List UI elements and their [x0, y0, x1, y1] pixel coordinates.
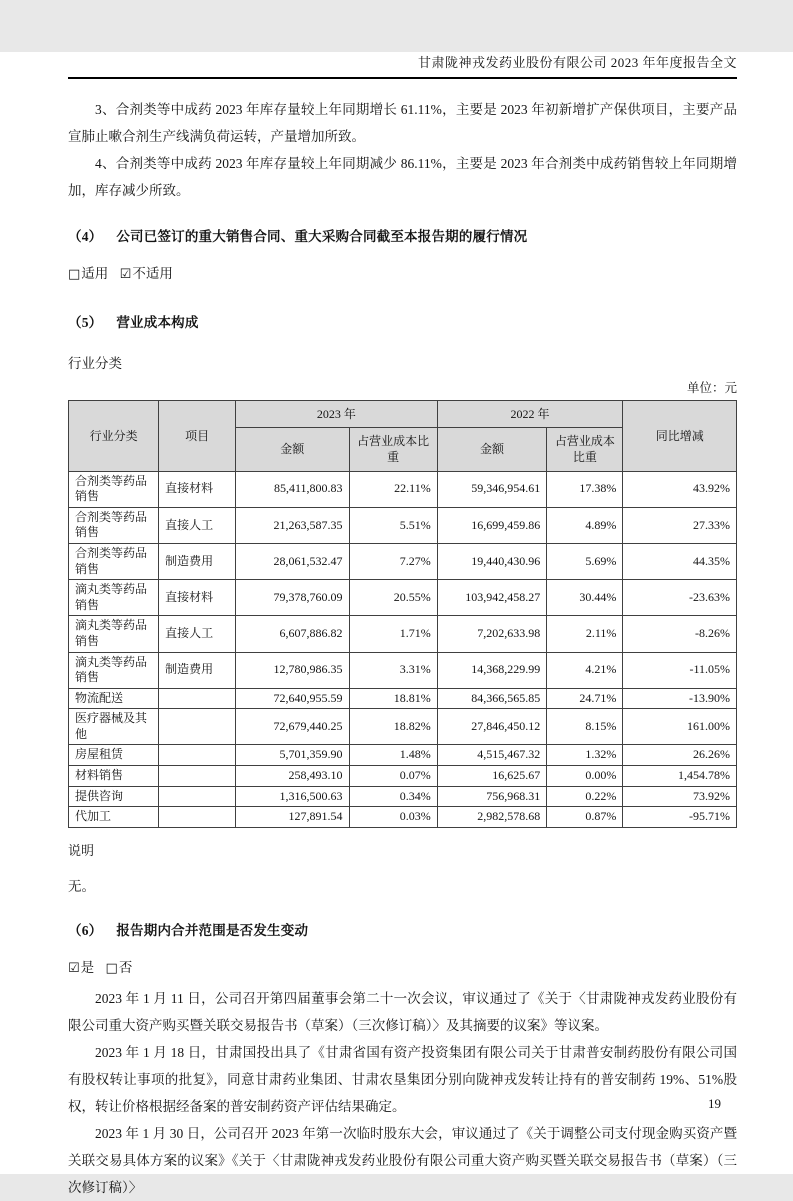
- table-cell: 21,263,587.35: [235, 507, 349, 543]
- table-cell: 17.38%: [547, 471, 623, 507]
- table-cell: -8.26%: [623, 616, 737, 652]
- option-no: [106, 960, 133, 975]
- option-applicable: [68, 266, 108, 281]
- section-6-title: 报告期内合并范围是否发生变动: [116, 922, 309, 938]
- table-cell: 1,454.78%: [623, 766, 737, 787]
- table-cell: 79,378,760.09: [235, 580, 349, 616]
- section-6-number: （6）: [68, 922, 103, 938]
- table-cell: 59,346,954.61: [437, 471, 547, 507]
- section-4-title: 公司已签订的重大销售合同、重大采购合同截至本报告期的履行情况: [116, 229, 528, 244]
- option-not-applicable-label: 不适用: [132, 266, 173, 281]
- note-content: 无。: [68, 878, 95, 894]
- table-cell: 20.55%: [349, 580, 437, 616]
- cost-table-header: [69, 401, 737, 472]
- table-cell: -11.05%: [623, 652, 737, 688]
- table-cell: 16,625.67: [437, 766, 547, 787]
- table-cell: 物流配送: [69, 688, 159, 709]
- table-cell: 直接材料: [159, 580, 236, 616]
- table-header-row-1: [69, 401, 737, 428]
- table-row: [69, 616, 737, 652]
- table-cell: 756,968.31: [437, 786, 547, 807]
- table-cell: [159, 786, 236, 807]
- table-cell: [159, 688, 236, 709]
- table-cell: 12,780,986.35: [235, 652, 349, 688]
- table-cell: -95.71%: [623, 807, 737, 828]
- table-cell: 合剂类等药品销售: [69, 507, 159, 543]
- table-cell: 16,699,459.86: [437, 507, 547, 543]
- table-row: [69, 652, 737, 688]
- table-cell: 1.71%: [349, 616, 437, 652]
- paragraph-inventory-decrease: 4、合剂类等中成药 2023 年库存量较上年同期减少 86.11%，主要是 2023 年合剂类中成药销售较上年同期增加，库存减少所致。: [68, 156, 737, 198]
- table-cell: 5,701,359.90: [235, 745, 349, 766]
- table-row: [69, 543, 737, 579]
- table-cell: 0.34%: [349, 786, 437, 807]
- paragraph-inventory-increase: 3、合剂类等中成药 2023 年库存量较上年同期增长 61.11%，主要是 2023 年初新增扩产保供项目，主要产品宣肺止嗽合剂生产线满负荷运转，产量增加所致。: [68, 102, 737, 144]
- option-no-label: 否: [118, 959, 133, 975]
- inventory-notes: [68, 96, 737, 204]
- header-ratio-2022: 占营业成本比重: [547, 428, 623, 471]
- table-cell: 0.03%: [349, 807, 437, 828]
- table-cell: 85,411,800.83: [235, 471, 349, 507]
- table-row: [69, 745, 737, 766]
- section-5-title: 营业成本构成: [116, 315, 199, 330]
- table-cell: 27,846,450.12: [437, 709, 547, 745]
- table-cell: 73.92%: [623, 786, 737, 807]
- table-cell: 6,607,886.82: [235, 616, 349, 652]
- table-cell: 30.44%: [547, 580, 623, 616]
- table-cell: 医疗器械及其他: [69, 709, 159, 745]
- unit-label: 单位：元: [686, 381, 737, 395]
- header-amount-2022: 金额: [437, 428, 547, 471]
- table-row: [69, 807, 737, 828]
- header-ratio-2023: 占营业成本比重: [349, 428, 437, 471]
- table-cell: 2,982,578.68: [437, 807, 547, 828]
- checkbox-unchecked-icon: □: [105, 960, 118, 976]
- table-cell: [159, 709, 236, 745]
- checkbox-checked-icon: ☑: [119, 267, 132, 282]
- table-cell: 直接人工: [159, 616, 236, 652]
- table-cell: 7.27%: [349, 543, 437, 579]
- table-cell: 5.69%: [547, 543, 623, 579]
- table-cell: [159, 807, 236, 828]
- header-industry: 行业分类: [69, 401, 159, 472]
- table-cell: 材料销售: [69, 766, 159, 787]
- section-4-number: （4）: [68, 229, 103, 244]
- applicability-options: [68, 262, 737, 282]
- table-cell: 28,061,532.47: [235, 543, 349, 579]
- table-cell: 4.89%: [547, 507, 623, 543]
- report-title: 甘肃陇神戎发药业股份有限公司 2023 年年度报告全文: [417, 55, 737, 70]
- checkbox-unchecked-icon: □: [68, 267, 81, 282]
- table-cell: 合剂类等药品销售: [69, 471, 159, 507]
- table-cell: [159, 766, 236, 787]
- table-cell: 直接材料: [159, 471, 236, 507]
- table-cell: 72,640,955.59: [235, 688, 349, 709]
- table-cell: -13.90%: [623, 688, 737, 709]
- table-cell: 直接人工: [159, 507, 236, 543]
- table-cell: 84,366,565.85: [437, 688, 547, 709]
- page-number: 19: [708, 1096, 721, 1111]
- table-cell: -23.63%: [623, 580, 737, 616]
- table-row: [69, 688, 737, 709]
- scope-change-options: [68, 956, 737, 976]
- table-cell: 19,440,430.96: [437, 543, 547, 579]
- table-cell: 2.11%: [547, 616, 623, 652]
- table-cell: 18.81%: [349, 688, 437, 709]
- table-cell: 1,316,500.63: [235, 786, 349, 807]
- checkbox-checked-icon: ☑: [68, 960, 80, 976]
- table-cell: 7,202,633.98: [437, 616, 547, 652]
- table-cell: 滴丸类等药品销售: [69, 580, 159, 616]
- table-cell: 提供咨询: [69, 786, 159, 807]
- table-cell: 0.07%: [349, 766, 437, 787]
- header-yoy: 同比增减: [623, 401, 737, 472]
- header-item: 项目: [159, 401, 236, 472]
- table-cell: 1.48%: [349, 745, 437, 766]
- classification-label: 行业分类: [68, 356, 122, 371]
- report-page: [0, 52, 793, 1195]
- table-cell: 127,891.54: [235, 807, 349, 828]
- section-4-heading: [68, 225, 737, 245]
- table-cell: 258,493.10: [235, 766, 349, 787]
- table-row: [69, 709, 737, 745]
- table-row: [69, 786, 737, 807]
- table-cell: 代加工: [69, 807, 159, 828]
- table-cell: 0.00%: [547, 766, 623, 787]
- table-row: [69, 471, 737, 507]
- section-6-heading: [68, 919, 737, 939]
- table-cell: 滴丸类等药品销售: [69, 616, 159, 652]
- section-5-number: （5）: [68, 315, 103, 330]
- table-cell: 0.22%: [547, 786, 623, 807]
- table-cell: 1.32%: [547, 745, 623, 766]
- cost-table-body: [69, 471, 737, 827]
- table-cell: 26.26%: [623, 745, 737, 766]
- cost-composition-table: [68, 400, 737, 828]
- table-row: [69, 580, 737, 616]
- header-year-2023: 2023 年: [235, 401, 437, 428]
- table-cell: 制造费用: [159, 543, 236, 579]
- table-cell: 8.15%: [547, 709, 623, 745]
- table-cell: 44.35%: [623, 543, 737, 579]
- option-yes-label: 是: [80, 959, 95, 975]
- table-cell: 72,679,440.25: [235, 709, 349, 745]
- table-cell: 18.82%: [349, 709, 437, 745]
- paragraph-board-meeting: 2023 年 1 月 11 日，公司召开第四届董事会第二十一次会议，审议通过了《关于〈甘肃陇神戎发药业股份有限公司重大资产购买暨关联交易报告书（草案）（三次修订稿）〉及其摘要的议案》等议案。: [68, 990, 737, 1033]
- option-not-applicable: [120, 266, 173, 281]
- table-cell: 房屋租赁: [69, 745, 159, 766]
- table-cell: 24.71%: [547, 688, 623, 709]
- table-cell: 4,515,467.32: [437, 745, 547, 766]
- option-yes: [68, 960, 94, 975]
- table-cell: 161.00%: [623, 709, 737, 745]
- table-cell: [159, 745, 236, 766]
- table-cell: 合剂类等药品销售: [69, 543, 159, 579]
- table-cell: 滴丸类等药品销售: [69, 652, 159, 688]
- table-cell: 27.33%: [623, 507, 737, 543]
- table-cell: 0.87%: [547, 807, 623, 828]
- page-header: [68, 52, 737, 79]
- table-row: [69, 766, 737, 787]
- option-applicable-label: 适用: [81, 266, 109, 281]
- table-cell: 43.92%: [623, 471, 737, 507]
- header-year-2022: 2022 年: [437, 401, 623, 428]
- table-cell: 3.31%: [349, 652, 437, 688]
- table-cell: 103,942,458.27: [437, 580, 547, 616]
- table-cell: 14,368,229.99: [437, 652, 547, 688]
- section-5-heading: [68, 311, 737, 331]
- note-label: 说明: [68, 842, 95, 858]
- paragraph-shareholder-meeting: 2023 年 1 月 30 日，公司召开 2023 年第一次临时股东大会，审议通过了《关于调整公司支付现金购买资产暨关联交易具体方案的议案》《关于〈甘肃陇神戎发药业股份有限公司重大资产购买暨关联交易报告书（草案）（三次修订稿）〉: [68, 1125, 737, 1195]
- header-amount-2023: 金额: [235, 428, 349, 471]
- merger-scope-paragraphs: [68, 985, 737, 1201]
- table-cell: 5.51%: [349, 507, 437, 543]
- table-cell: 4.21%: [547, 652, 623, 688]
- table-row: [69, 507, 737, 543]
- table-cell: 22.11%: [349, 471, 437, 507]
- table-cell: 制造费用: [159, 652, 236, 688]
- paragraph-sasac-approval: 2023 年 1 月 18 日，甘肃国投出具了《甘肃省国有资产投资集团有限公司关于甘肃普安制药股份有限公司国有股权转让事项的批复》，同意甘肃药业集团、甘肃农垦集团分别向陇神戎发转让持有的普安制药 19%、51%股权，转让价格根据经备案的普安制药资产评估结果确定。: [68, 1044, 737, 1114]
